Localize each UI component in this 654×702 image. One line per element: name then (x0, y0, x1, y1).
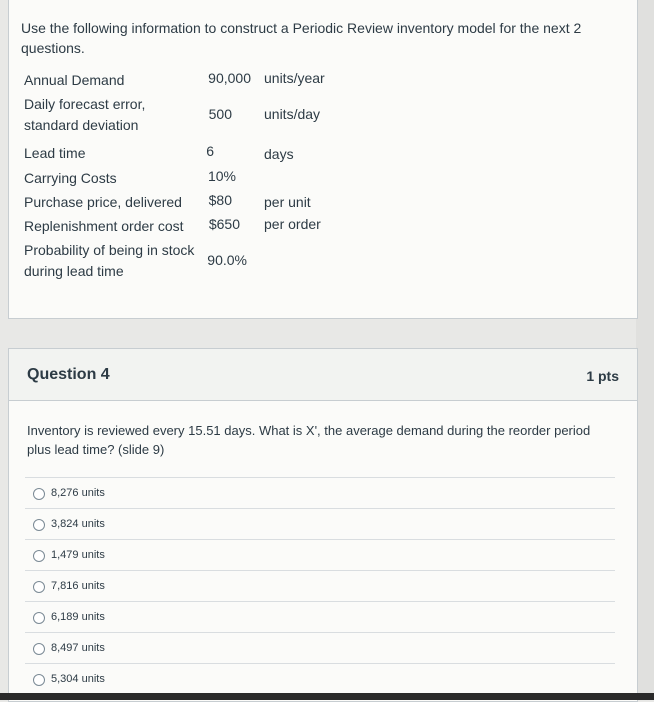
info-panel (8, 0, 638, 319)
param-unit: per unit (264, 194, 311, 210)
question-title: Question 4 (27, 366, 110, 383)
page-shadow (636, 0, 654, 700)
radio-icon[interactable] (33, 581, 45, 593)
param-value: 90.0% (207, 252, 247, 268)
question-panel (8, 348, 638, 702)
answer-option[interactable] (25, 632, 615, 664)
question-text: Inventory is reviewed every 15.51 days. What is X', the average demand during the reorder period plus lead time? (slide 9) (27, 423, 591, 457)
radio-icon[interactable] (33, 550, 45, 562)
param-value: 90,000 (208, 70, 251, 86)
param-label: Annual Demand (24, 72, 125, 88)
param-unit: units/year (264, 70, 325, 86)
answer-label: 3,824 units (51, 518, 105, 530)
intro-text: Use the following information to construct a Periodic Review inventory model for the next 2 questions. (21, 20, 582, 56)
answer-label: 8,497 units (51, 642, 105, 654)
radio-icon[interactable] (33, 488, 45, 500)
param-label: Daily forecast error, standard deviation (24, 96, 146, 133)
param-value: 10% (207, 168, 236, 184)
answer-label: 5,304 units (51, 673, 105, 685)
answer-option[interactable] (25, 508, 615, 540)
param-label: Carrying Costs (24, 170, 117, 186)
answer-label: 8,276 units (51, 487, 105, 499)
param-label: Replenishment order cost (24, 218, 184, 234)
param-unit: days (264, 146, 294, 162)
param-unit: per order (264, 216, 321, 232)
question-points: 1 pts (586, 368, 619, 384)
param-label: Probability of being in stock during lead time (24, 242, 195, 279)
param-value: 500 (208, 106, 232, 122)
param-label: Lead time (24, 145, 86, 161)
question-header (9, 349, 637, 401)
param-label: Purchase price, delivered (24, 194, 182, 210)
param-value: $650 (208, 216, 240, 232)
answer-label: 6,189 units (51, 611, 105, 623)
bottom-bar (0, 693, 654, 700)
radio-icon[interactable] (33, 643, 45, 655)
answer-option[interactable] (25, 539, 615, 571)
param-value: $80 (208, 192, 232, 208)
radio-icon[interactable] (33, 612, 45, 624)
answer-option[interactable] (25, 601, 615, 633)
param-value: 6 (206, 143, 214, 159)
answer-option[interactable] (25, 477, 615, 509)
param-unit: units/day (264, 106, 321, 122)
answer-option[interactable] (25, 663, 615, 695)
radio-icon[interactable] (33, 674, 45, 686)
answer-label: 7,816 units (51, 580, 105, 592)
answer-option[interactable] (25, 570, 615, 602)
radio-icon[interactable] (33, 519, 45, 531)
answer-label: 1,479 units (51, 549, 105, 561)
